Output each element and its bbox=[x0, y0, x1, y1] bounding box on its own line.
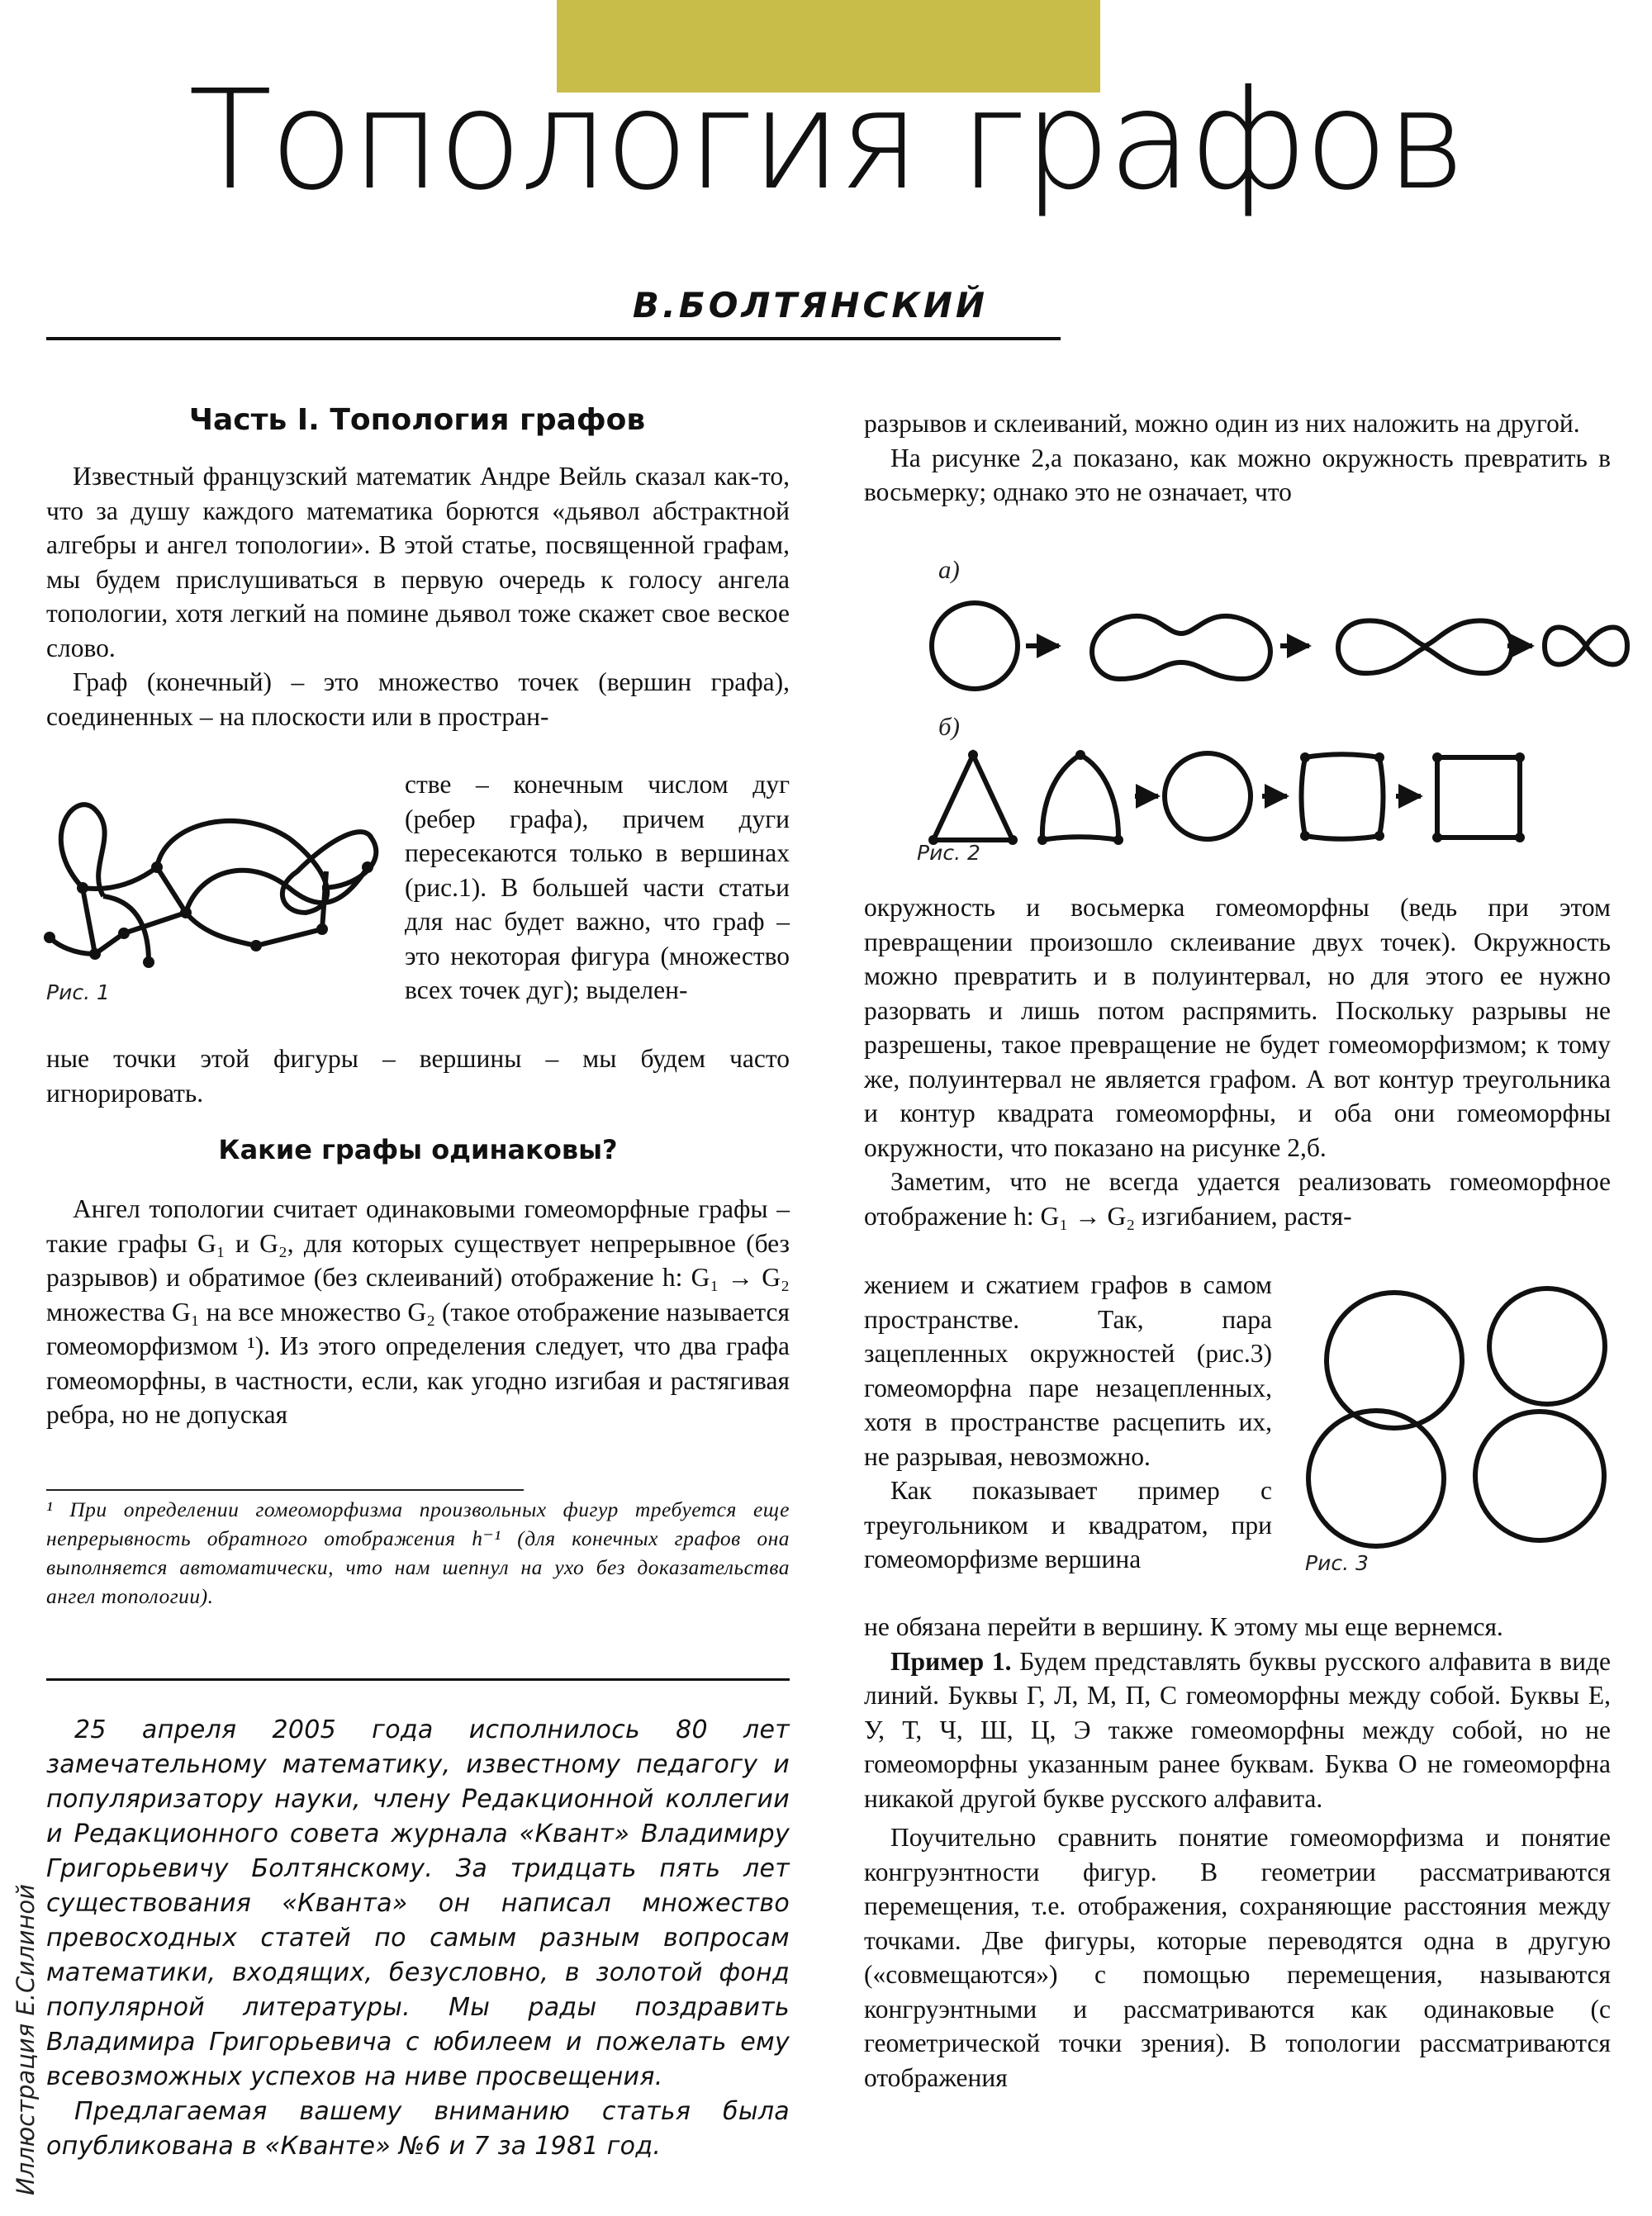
right-column-wrap bbox=[864, 1268, 1272, 1577]
paragraph-vertex-end: не обязана перейти в вершину. К этому мы еще вернемся. bbox=[864, 1612, 1503, 1641]
paragraph-cont: разрывов и склеиваний, можно один из них наложить на другой. bbox=[864, 409, 1580, 438]
left-column-upper bbox=[46, 459, 790, 733]
figure-3-caption: Рис. 3 bbox=[1305, 1551, 1369, 1575]
section-title-wrap bbox=[182, 403, 653, 437]
paragraph-example-1 bbox=[864, 1644, 1611, 1816]
subsection-wrap bbox=[46, 1134, 790, 1165]
jubilee-paragraph-1: 25 апреля 2005 года исполнилось 80 лет замечательному математику, известному педагогу и популяризатору науки, члену Редакционной коллегии и Редакционного совета журнала «Квант» Владимиру Григорьевичу Болтянскому. За тридцать пять лет существования «Кванта» он написал множество превосходных статей по самым разным вопросам математики, входящих, безусловно, в золотой фонд популярной литературы. Мы рады поздравить Владимира Григорьевича с юбилеем и пожелать ему всевозможных успехов на ниве просвещения. bbox=[46, 1715, 790, 2091]
right-column-lower bbox=[864, 1610, 1611, 2095]
subsection-title: Какие графы одинаковы? bbox=[218, 1134, 618, 1165]
figure-2-label-a: а) bbox=[938, 555, 960, 584]
paragraph-linked-start: Заметим, что не всегда удается реализовать гомеоморфное отображение h: G₁ → G₂ изгибанием, растя- bbox=[864, 1167, 1611, 1231]
figure-1 bbox=[41, 789, 388, 1004]
paragraph-homeomorphic-shapes: окружность и восьмерка гомеоморфны (ведь при этом превращении произошло склеивание двух точек). Окружность можно превратить и в полуинтервал, но для этого ее нужно разорвать и лишь потом распрямить. Поскольку разрывы не разрешены, такое превращение не будет гомеоморфизмом; к тому же, полуинтервал не является графом. А вот контур треугольника и контур квадрата гомеоморфны, и оба они гомеоморфны окружности, что показано на рисунке 2,б. bbox=[864, 893, 1611, 1162]
footnote: ¹ При определении гомеоморфизма произвольных фигур требуется еще непрерывность обратного отображения h⁻¹ (для конечных графов она выполняется автоматически, что нам шепнул на ухо без доказательства ангел топологии). bbox=[46, 1497, 790, 1608]
paragraph-congruence: Поучительно сравнить понятие гомеоморфизма и понятие конгруэнтности фигур. В геометрии рассматриваются перемещения, т.е. отображения, сохраняющие расстояния между точками. Две фигуры, которые переводятся одна в другую («совмещаются») с помощью перемещения, называются конгруэнтными и рассматриваются как одинаковые (с геометрической точки зрения). В топологии рассматриваются отображения bbox=[864, 1823, 1611, 2092]
right-column-upper bbox=[864, 406, 1611, 510]
paragraph-fig2-intro: На рисунке 2,а показано, как можно окружность превратить в восьмерку; однако это не означает, что bbox=[864, 443, 1611, 506]
author-name: В.БОЛТЯНСКИЙ bbox=[632, 285, 988, 325]
example-text: Будем представлять буквы русского алфавита в виде линий. Буквы Г, Л, М, П, С гомеоморфны между собой. Буквы Е, У, Т, Ч, Ш, Ц, Э также гомеоморфны между собой, но не гомеоморфны указанным ранее буквам. Буква О не гомеоморфна никакой другой букве русского алфавита. bbox=[864, 1646, 1611, 1813]
figure-2-label-b: б) bbox=[938, 712, 960, 741]
paragraph-graph-def-end: ные точки этой фигуры – вершины – мы будем часто игнорировать. bbox=[46, 1044, 790, 1108]
left-column-after-fig bbox=[46, 1042, 790, 1110]
header-rule bbox=[46, 337, 1061, 340]
jubilee-rule bbox=[46, 1678, 790, 1681]
figure-3 bbox=[1295, 1284, 1617, 1582]
paragraph-linked-wrap: жением и сжатием графов в самом пространстве. Так, пара зацепленных окружностей (рис.3) гомеоморфна паре незацепленных, хотя в пространстве расцепить их, не разрывая, невозможно. bbox=[864, 1270, 1272, 1471]
figure-2b-sequence bbox=[917, 745, 1594, 852]
example-label: Пример 1. bbox=[890, 1646, 1012, 1676]
figure-2a-sequence bbox=[917, 588, 1594, 704]
paragraph-vertex-wrap: Как показывает пример с треугольником и квадратом, при гомеоморфизме вершина bbox=[864, 1476, 1272, 1573]
right-column-middle bbox=[864, 890, 1611, 1233]
jubilee-paragraph-2: Предлагаемая вашему вниманию статья была опубликована в «Кванте» №6 и 7 за 1981 год. bbox=[46, 2097, 790, 2161]
figure-3-rings bbox=[1295, 1284, 1617, 1557]
paragraph-homeomorphic: Ангел топологии считает одинаковыми гомеоморфные графы – такие графы G₁ и G₂, для которых существует непрерывное (без разрывов) и обратимое (без склеиваний) отображение h: G₁ → G₂ множества G₁ на все множество G₂ (такое отображение называется гомеоморфизмом ¹). Из этого определения следует, что два графа гомеоморфны, в частности, если, как угодно изгибая и растягивая ребра, но не допуская bbox=[46, 1194, 790, 1429]
paragraph-intro: Известный французский математик Андре Вейль сказал как-то, что за душу каждого математика борются «дьявол абстрактной алгебры и ангел топологии». В этой статье, посвященной графам, мы будем прислушиваться в первую очередь к голосу ангела топологии, хотя легкий на помине дьявол тоже скажет свое веское слово. bbox=[46, 462, 790, 662]
left-column-lower bbox=[46, 1192, 790, 1432]
section-title: Часть I. Топология графов bbox=[188, 403, 646, 437]
jubilee-note bbox=[46, 1713, 790, 2164]
paragraph-graph-def-start: Граф (конечный) – это множество точек (вершин графа), соединенных – на плоскости или в простран- bbox=[46, 667, 790, 731]
page-title: Топология графов bbox=[188, 61, 1464, 221]
illustration-credit: Иллюстрация Е.Силиной bbox=[12, 1883, 40, 2195]
figure-2 bbox=[917, 555, 1594, 877]
footnote-rule bbox=[46, 1489, 524, 1491]
paragraph-graph-def-wrap: стве – конечным числом дуг (ребер графа), причем дуги пересекаются только в вершинах (рис.1). В большей части статьи для нас будет важно, что граф – это некоторая фигура (множество всех точек дуг); выделен- bbox=[405, 770, 790, 1004]
figure-1-graph bbox=[41, 789, 388, 979]
left-column-wrap bbox=[405, 767, 790, 1008]
figure-2-caption: Рис. 2 bbox=[917, 841, 980, 865]
figure-1-caption: Рис. 1 bbox=[46, 980, 110, 1004]
